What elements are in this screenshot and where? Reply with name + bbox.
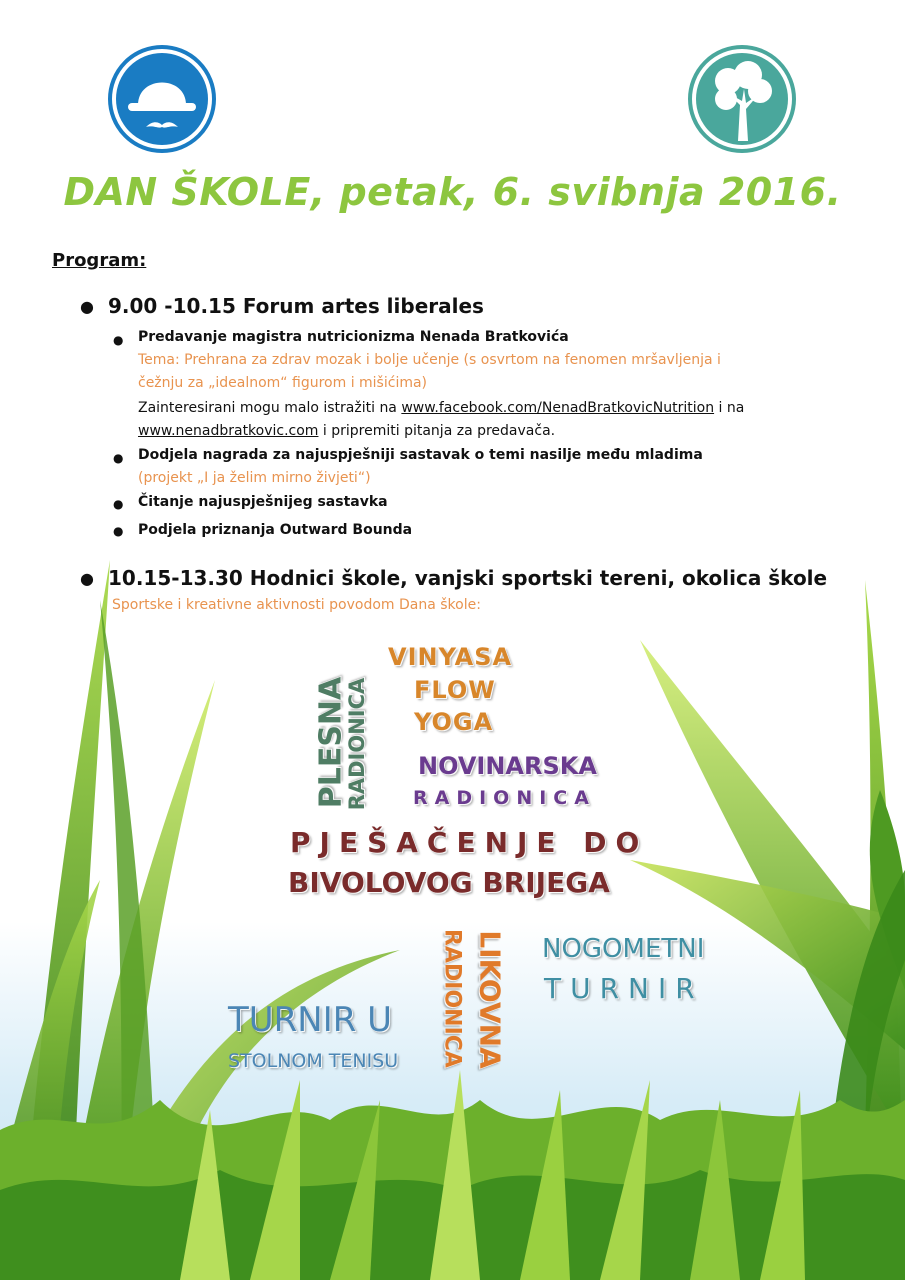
activity-novinarska: NOVINARSKA	[418, 752, 597, 780]
activity-nogometni: NOGOMETNI	[542, 934, 705, 964]
bullet: ●	[80, 569, 94, 588]
bullet: ●	[80, 297, 94, 316]
lecture-title: Predavanje magistra nutricionizma Nenada Bratkovića	[138, 329, 569, 345]
tree-icon	[688, 45, 796, 153]
activity-bivolovog: BIVOLOVOG BRIJEGA	[288, 866, 610, 899]
item-reading	[138, 491, 388, 514]
activity-stolnom-tenisu: STOLNOM TENISU	[228, 1050, 399, 1072]
lecture-info-line2	[138, 420, 555, 443]
outward-bound-title: Podjela priznanja Outward Bounda	[138, 522, 413, 538]
lecture-info-line1	[138, 397, 744, 420]
section2-heading: 10.15-13.30 Hodnici škole, vanjski sportski tereni, okolica škole	[108, 566, 828, 590]
activity-plesna: PLESNA	[313, 676, 349, 809]
activity-novinarska-radionica: RADIONICA	[413, 787, 596, 809]
activity-likovna: LIKOVNA	[473, 930, 507, 1069]
bullet: ●	[113, 333, 124, 347]
activity-likovna-radionica: RADIONICA	[439, 929, 465, 1068]
page-title: DAN ŠKOLE, petak, 6. svibnja 2016.	[63, 170, 842, 214]
lecture-topic-line1: Tema: Prehrana za zdrav mozak i bolje učenje (s osvrtom na fenomen mršavljenja i	[138, 352, 721, 368]
activity-flow: FLOW	[414, 676, 496, 704]
awards-title: Dodjela nagrada za najuspješniji sastavak o temi nasilje među mladima	[138, 447, 703, 463]
awards-project: (projekt „I ja želim mirno živjeti“)	[138, 470, 371, 486]
item-outward-bound	[138, 519, 412, 542]
bullet: ●	[113, 451, 124, 465]
activity-yoga: YOGA	[414, 708, 494, 736]
activity-nogometni-turnir: TURNIR	[544, 972, 704, 1005]
info-text: i pripremiti pitanja za predavača.	[318, 423, 556, 439]
facebook-link[interactable]: www.facebook.com/NenadBratkovicNutrition	[401, 400, 715, 416]
lecture-topic-line2: čežnju za „idealnom“ figurom i mišićima)	[138, 375, 428, 391]
item-awards	[138, 444, 703, 467]
activity-vinyasa: VINYASA	[388, 643, 513, 671]
reading-title: Čitanje najuspješnijeg sastavka	[138, 494, 388, 510]
section1-heading: 9.00 -10.15 Forum artes liberales	[108, 294, 484, 318]
activity-pjesacenje: PJEŠAČENJE DO	[290, 826, 649, 859]
activity-turnir-u: TURNIR U	[228, 1000, 393, 1040]
section2-subtitle: Sportske i kreativne aktivnosti povodom Dana škole:	[112, 597, 481, 613]
bowler-hat-mustache-icon	[108, 45, 216, 153]
info-text: i na	[714, 400, 745, 416]
info-text: Zainteresirani mogu malo istražiti na	[138, 400, 402, 416]
program-heading: Program:	[52, 250, 147, 271]
website-link[interactable]: www.nenadbratkovic.com	[138, 423, 319, 439]
item-lecture	[138, 326, 569, 349]
activity-plesna-radionica: RADIONICA	[345, 677, 369, 811]
bullet: ●	[113, 524, 124, 538]
bullet: ●	[113, 497, 124, 511]
